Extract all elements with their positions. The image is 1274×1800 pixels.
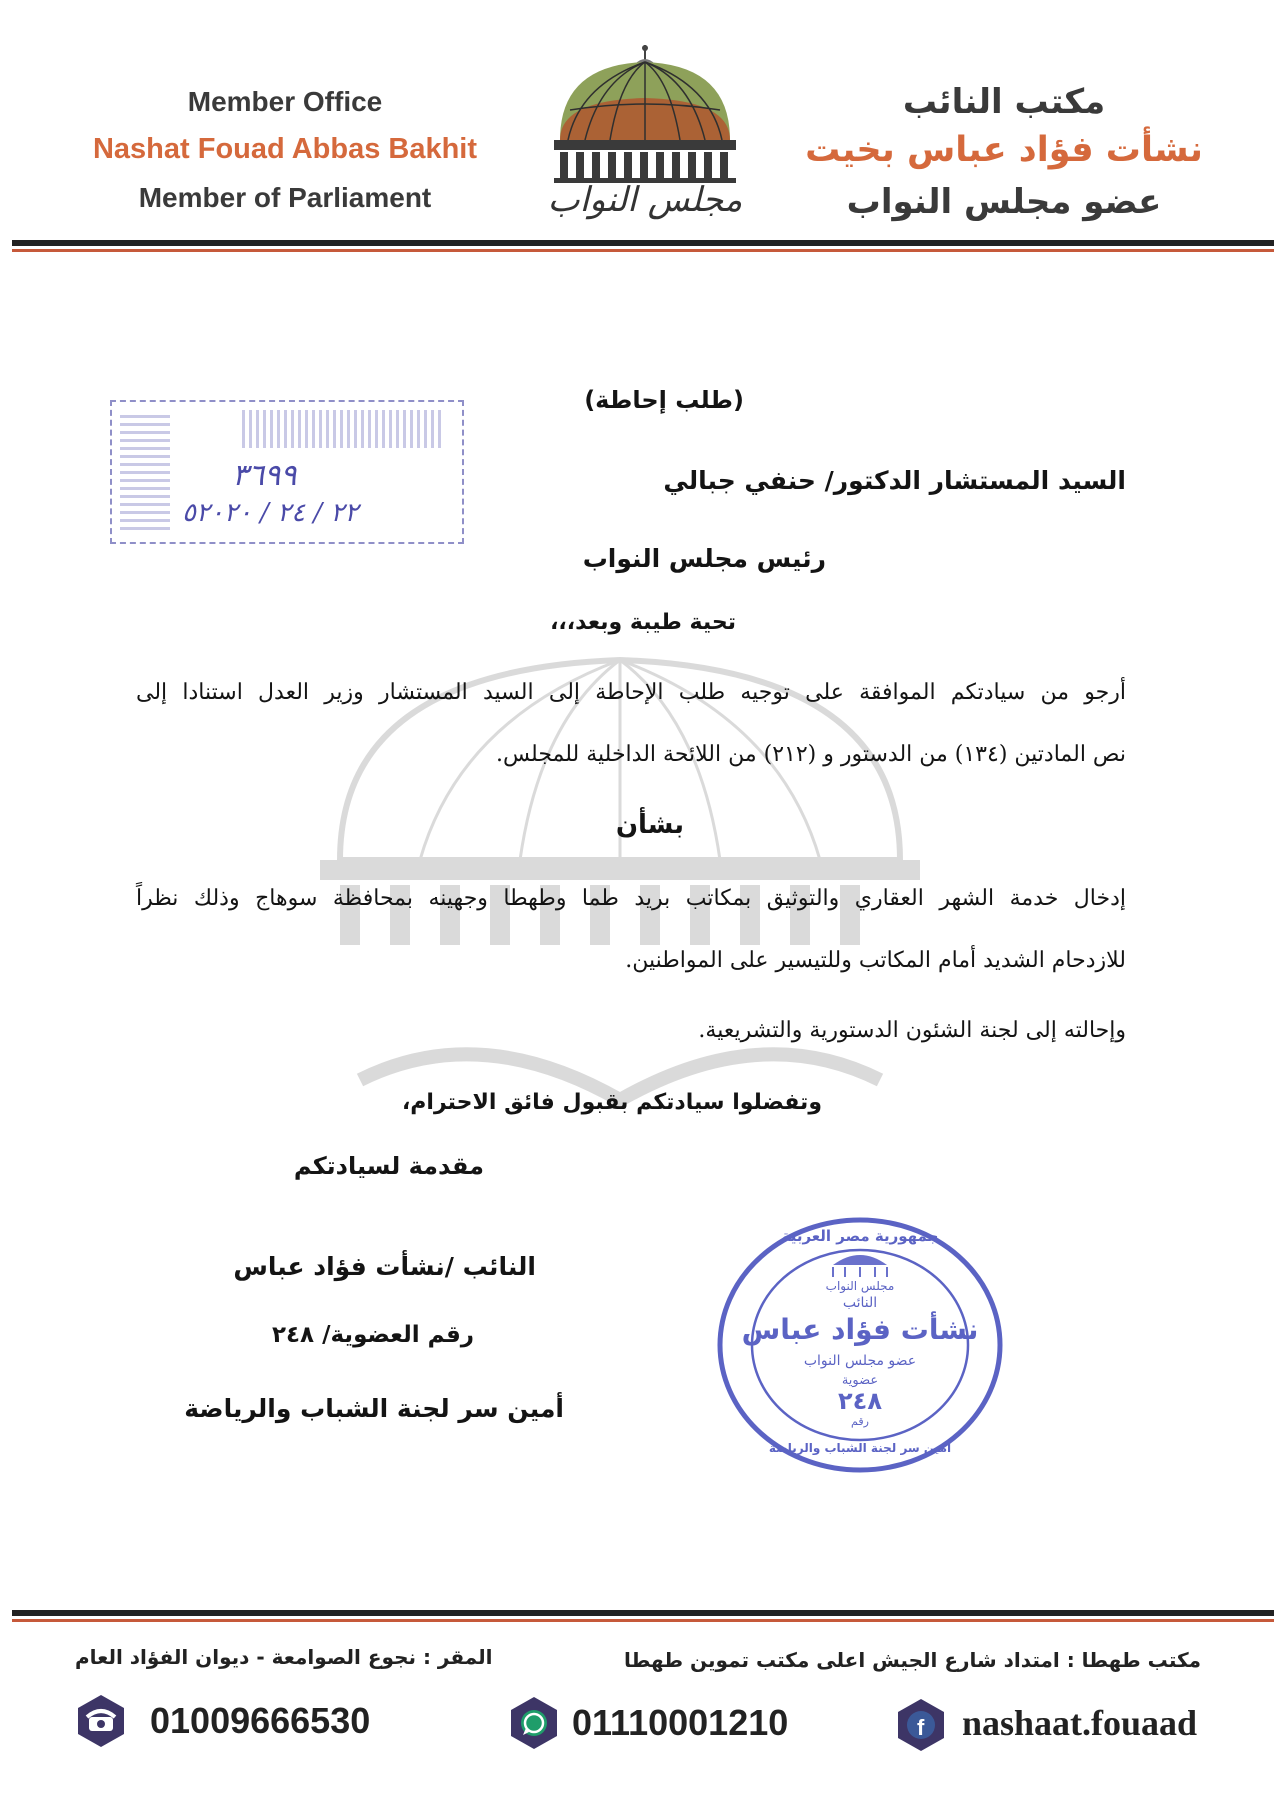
footer-divider-red bbox=[12, 1619, 1274, 1622]
seal-name: نشأت فؤاد عباس bbox=[741, 1313, 979, 1346]
letter-committee: أمين سر لجنة الشباب والرياضة bbox=[184, 1394, 564, 1423]
seal-membership-no: ٢٤٨ bbox=[838, 1387, 882, 1415]
letter-closing: وتفضلوا سيادتكم بقبول فائق الاحترام، bbox=[401, 1090, 822, 1115]
facebook-icon bbox=[895, 1697, 947, 1753]
letter-addressee: السيد المستشار الدكتور/ حنفي جبالي bbox=[663, 466, 1126, 495]
phone-icon bbox=[75, 1693, 127, 1749]
logo-text: مجلس النواب bbox=[547, 180, 743, 220]
stamp-number: ٣٦٩٩ bbox=[232, 458, 297, 493]
para1-line1: أرجو من سيادتكم الموافقة على توجيه طلب الإحاطة إلى السيد المستشار وزير العدل استنادا إلى bbox=[136, 680, 1126, 705]
letter-addressee-title: رئيس مجلس النواب bbox=[582, 544, 826, 573]
seal-outer-top: جمهورية مصر العربية bbox=[781, 1227, 939, 1245]
letter-subject: (طلب إحاطة) bbox=[584, 386, 744, 414]
footer-facebook[interactable]: nashaat.fouaad bbox=[962, 1703, 1198, 1743]
seal-role: عضو مجلس النواب bbox=[803, 1353, 917, 1369]
footer-phone[interactable]: 01009666530 bbox=[150, 1700, 371, 1741]
para2-line2: للازدحام الشديد أمام المكاتب وللتيسير على المواطنين. bbox=[625, 948, 1126, 973]
letter-greeting: تحية طيبة وبعد،،، bbox=[550, 610, 736, 635]
letter-referral: وإحالته إلى لجنة الشئون الدستورية والتشريعية. bbox=[698, 1018, 1126, 1043]
footer-divider-black bbox=[12, 1610, 1274, 1616]
letter-regarding: بشأن bbox=[615, 810, 684, 840]
header-divider-black bbox=[12, 240, 1274, 246]
header-en-name: Nashat Fouad Abbas Bakhit bbox=[92, 133, 478, 165]
footer-hq-address: المقر : نجوع الصوامعة - ديوان الفؤاد العام bbox=[75, 1645, 493, 1669]
footer-tahta-address: مكتب طهطا : امتداد شارع الجيش اعلى مكتب تموين طهطا bbox=[624, 1648, 1201, 1672]
seal-line1: مجلس النواب bbox=[825, 1279, 895, 1293]
letter-membership: رقم العضوية/ ٢٤٨ bbox=[271, 1322, 474, 1348]
seal-outer-bottom: أمين سر لجنة الشباب والرياضة bbox=[768, 1441, 952, 1455]
header-en-role: Member of Parliament bbox=[138, 182, 432, 213]
para1-line2: نص المادتين (١٣٤) من الدستور و (٢١٢) من اللائحة الداخلية للمجلس. bbox=[496, 742, 1126, 767]
para2-line1: إدخال خدمة الشهر العقاري والتوثيق بمكاتب بريد طما وطهطا وجهينه بمحافظة سوهاج وذلك نظراً bbox=[136, 886, 1126, 911]
whatsapp-icon bbox=[508, 1695, 560, 1751]
stamp-date: ٢٢ / ٢٤ / ٥٢٠٢٠ bbox=[182, 498, 359, 528]
seal-membership-label: عضوية bbox=[841, 1373, 879, 1388]
stamp-header-print bbox=[242, 410, 442, 448]
stamp-side-print bbox=[120, 410, 170, 530]
seal-line2: النائب bbox=[842, 1295, 878, 1311]
letter-signer: النائب /نشأت فؤاد عباس bbox=[233, 1252, 536, 1281]
header-ar-name: نشأت فؤاد عباس بخيت bbox=[805, 130, 1203, 170]
header-en-office: Member Office bbox=[187, 86, 383, 117]
svg-text:f: f bbox=[917, 1715, 925, 1740]
header-ar-office: مكتب النائب bbox=[902, 82, 1106, 122]
letter-submitted: مقدمة لسيادتكم bbox=[293, 1152, 484, 1180]
seal-number-label: رقم bbox=[851, 1415, 869, 1428]
header-divider-red bbox=[12, 249, 1274, 252]
header-ar-role: عضو مجلس النواب bbox=[846, 182, 1162, 222]
official-seal bbox=[715, 1215, 1005, 1475]
footer-whatsapp[interactable]: 01110001210 bbox=[572, 1702, 789, 1743]
registration-stamp bbox=[110, 400, 464, 544]
